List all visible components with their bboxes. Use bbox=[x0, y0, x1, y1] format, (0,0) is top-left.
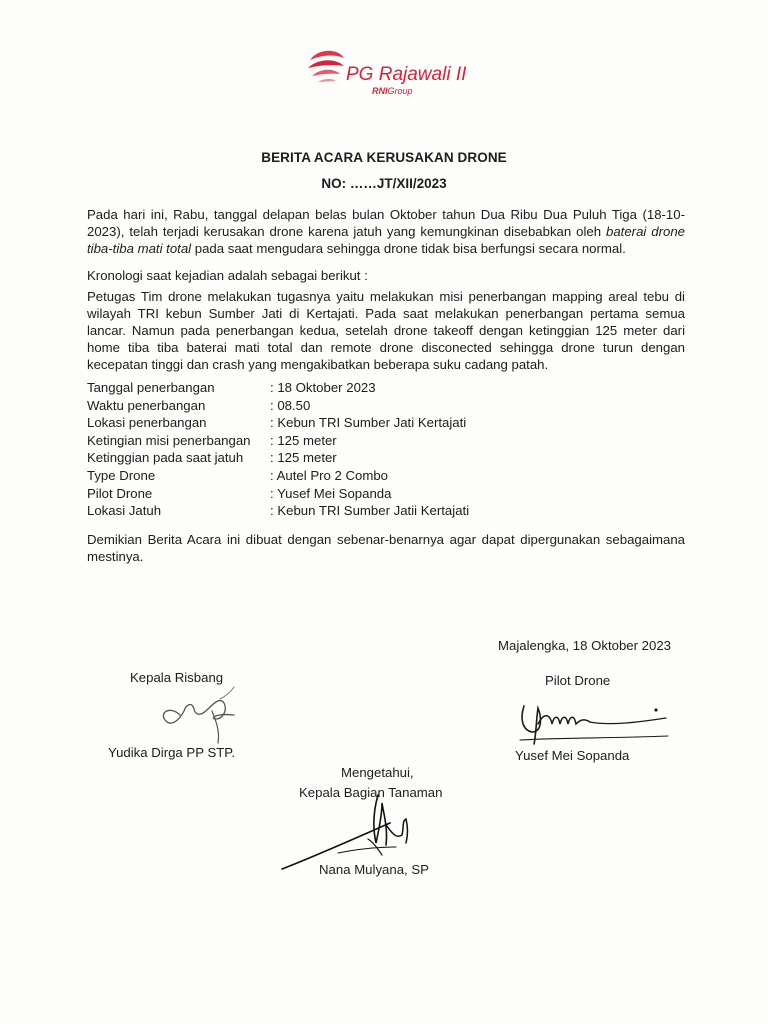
logo-group-name bbox=[372, 86, 413, 96]
logo-group-bold: RNI bbox=[372, 86, 388, 96]
logo-group-rest: Group bbox=[387, 86, 413, 96]
detail-label: Tanggal penerbangan bbox=[87, 380, 215, 395]
acknowledged-label: Mengetahui, bbox=[341, 765, 414, 780]
detail-label: Pilot Drone bbox=[87, 485, 153, 501]
detail-row bbox=[87, 397, 685, 415]
pilot-name: Yusef Mei Sopanda bbox=[515, 748, 630, 763]
detail-value: : 18 Oktober 2023 bbox=[270, 380, 376, 395]
detail-row bbox=[87, 379, 685, 397]
detail-label: Ketinggian pada saat jatuh bbox=[87, 450, 244, 466]
detail-label: Waktu penerbangan bbox=[87, 397, 206, 413]
opening-italic-cause: baterai drone tiba-tiba mati total bbox=[87, 224, 685, 256]
logo-company-name: PG Rajawali II bbox=[346, 64, 467, 85]
closing-paragraph: Demikian Berita Acara ini dibuat dengan sebenar-benarnya agar dapat dipergunakan sebagaimana mestinya. bbox=[87, 532, 685, 564]
opening-text-2: pada saat mengudara sehingga drone tidak bisa berfungsi secara normal. bbox=[191, 241, 626, 256]
detail-label: Lokasi penerbangan bbox=[87, 415, 207, 431]
detail-value: : 08.50 bbox=[270, 397, 311, 413]
detail-value: : Yusef Mei Sopanda bbox=[270, 485, 392, 501]
tanaman-title: Kepala Bagian Tanaman bbox=[299, 785, 443, 800]
detail-row bbox=[87, 414, 685, 432]
detail-row bbox=[87, 467, 685, 485]
flight-details-list bbox=[87, 379, 685, 520]
detail-label: Lokasi Jatuh bbox=[87, 503, 162, 519]
company-logo bbox=[304, 44, 474, 104]
detail-value: : 125 meter bbox=[270, 450, 337, 466]
opening-text-1: Pada hari ini, Rabu, tanggal delapan belas bulan Oktober tahun Dua Ribu Dua Puluh Tiga (18-10-2023), telah terjadi kerusakan drone karena jatuh yang kemungkinan disebabkan oleh bbox=[87, 207, 685, 239]
pilot-title: Pilot Drone bbox=[545, 673, 611, 688]
place-and-date: Majalengka, 18 Oktober 2023 bbox=[498, 638, 672, 653]
risbang-name: Yudika Dirga PP STP. bbox=[108, 745, 236, 760]
opening-paragraph bbox=[87, 206, 685, 257]
document-title: BERITA ACARA KERUSAKAN DRONE bbox=[261, 150, 507, 165]
tanaman-name: Nana Mulyana, SP bbox=[319, 862, 429, 877]
chronology-intro: Kronologi saat kejadian adalah sebagai berikut : bbox=[87, 268, 368, 283]
detail-row bbox=[87, 502, 685, 520]
risbang-signature bbox=[150, 685, 250, 750]
detail-label: Ketingian misi penerbangan bbox=[87, 432, 251, 448]
detail-label: Type Drone bbox=[87, 467, 156, 483]
chronology-paragraph: Petugas Tim drone melakukan tugasnya yaitu melakukan misi penerbangan mapping areal tebu di wilayah TRI kebun Sumber Jati di Kertajati. Pada saat melakukan penerbangan pertama semua lancar. Namun pada penerbangan kedua, setelah drone takeoff dengan ketinggian 125 meter dari home tiba tiba baterai mati total dan remote drone disconected sehingga drone turun dengan kecepatan tinggi dan crash yang mengakibatkan beberapa suku cadang patah. bbox=[87, 289, 685, 372]
risbang-title: Kepala Risbang bbox=[130, 670, 224, 685]
detail-row bbox=[87, 432, 685, 450]
pilot-signature bbox=[510, 696, 675, 748]
detail-value: : 125 meter bbox=[270, 432, 337, 448]
detail-value: : Kebun TRI Sumber Jati Kertajati bbox=[270, 415, 467, 431]
document-number: NO: ……JT/XII/2023 bbox=[321, 176, 447, 191]
detail-value: : Kebun TRI Sumber Jatii Kertajati bbox=[270, 503, 470, 519]
detail-row bbox=[87, 485, 685, 503]
detail-value: : Autel Pro 2 Combo bbox=[270, 467, 389, 483]
detail-row bbox=[87, 449, 685, 467]
rajawali-bird-icon bbox=[304, 46, 348, 90]
